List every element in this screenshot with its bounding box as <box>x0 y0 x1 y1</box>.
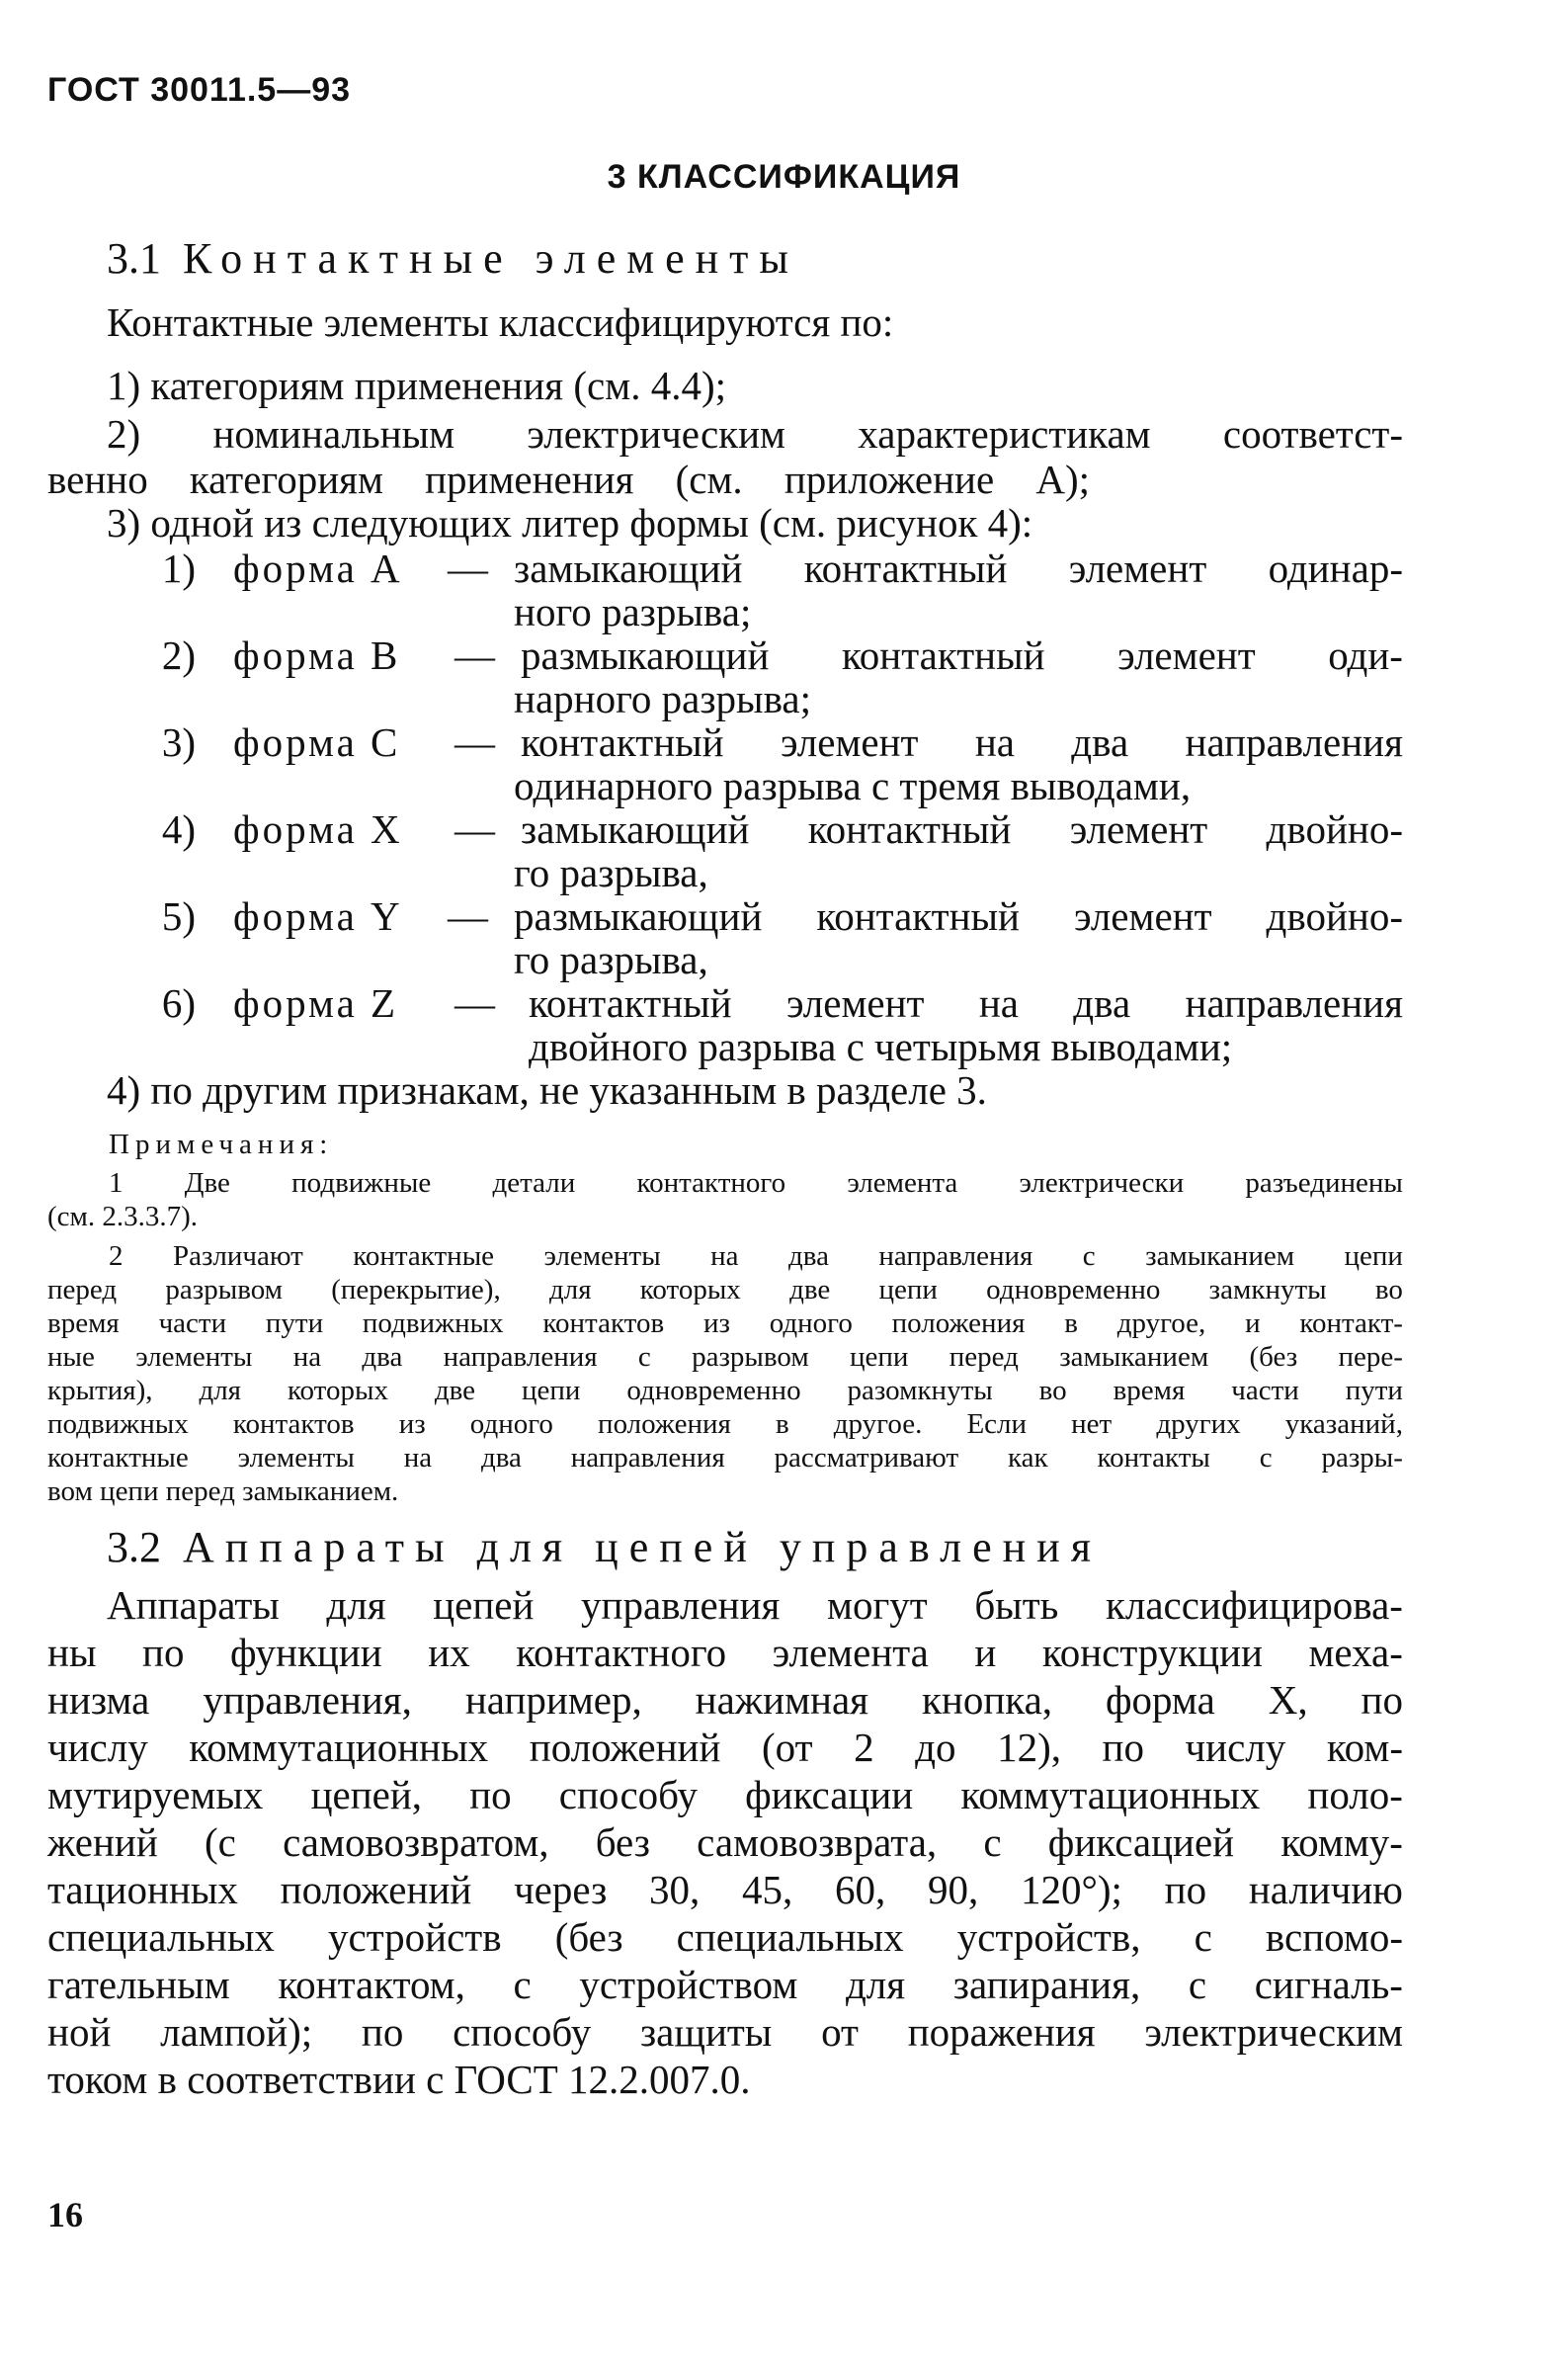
word: цепи <box>850 1341 909 1373</box>
word: элемент <box>1069 806 1208 852</box>
word: положения <box>891 1307 1026 1339</box>
word: цепи <box>521 1375 581 1406</box>
subsection-3-1-heading <box>107 233 799 284</box>
subsection-title: Контактные элементы <box>183 234 799 283</box>
word: пути <box>265 1307 324 1339</box>
word: из <box>702 1307 730 1339</box>
word: управления <box>581 1582 781 1628</box>
document-header: ГОСТ 30011.5—93 <box>47 71 352 109</box>
word: два <box>480 1442 522 1474</box>
list-item-3: 3) одной из следующих литер формы (см. рисунок 4): <box>107 500 1033 546</box>
word: ны <box>47 1630 97 1675</box>
word: от <box>821 2009 859 2055</box>
word: поло- <box>1307 1772 1403 1817</box>
note-2-line-4 <box>47 1340 1403 1375</box>
word: Различают <box>172 1240 303 1272</box>
word: (перекрытие), <box>331 1274 501 1305</box>
word: части <box>1231 1375 1299 1406</box>
word: контактный <box>803 546 1008 591</box>
word: коммутационных <box>960 1772 1261 1817</box>
word: одного <box>769 1307 853 1339</box>
word: элемент <box>1117 632 1256 678</box>
word: самовозвратом, <box>283 1819 549 1865</box>
word: положений <box>529 1725 721 1770</box>
word: рассматривают <box>774 1442 959 1474</box>
word: контактный <box>816 893 1020 939</box>
word: детали <box>492 1167 576 1199</box>
word: быть <box>974 1582 1059 1628</box>
paragraph-line-2 <box>47 1629 1403 1676</box>
note-2-line-7 <box>47 1441 1403 1475</box>
word: элемент <box>1068 546 1207 591</box>
word: контактный <box>529 980 732 1026</box>
word: соответст- <box>1222 411 1403 457</box>
form-label: форма Y <box>233 893 403 939</box>
word: два <box>1071 719 1129 765</box>
word: кнопка, <box>921 1677 1053 1723</box>
note-2-line-3 <box>47 1306 1403 1341</box>
word: X, <box>1268 1677 1308 1723</box>
form-number: 2) <box>161 632 196 678</box>
word: фиксацией <box>1047 1819 1235 1865</box>
form-description-line-2: одинарного разрыва с тремя выводами, <box>514 763 1192 808</box>
word: подвижных <box>47 1408 189 1440</box>
word: элементы <box>135 1341 253 1373</box>
word: размыкающий <box>514 893 763 939</box>
word: элементы <box>237 1442 355 1474</box>
word: с <box>1082 1240 1096 1272</box>
word: (см. <box>675 457 743 502</box>
word: способу <box>453 2009 592 2055</box>
word: устройством <box>579 1962 798 2007</box>
word: применения <box>425 457 634 502</box>
word: специальных <box>676 1914 904 1960</box>
word: (без <box>554 1914 623 1960</box>
word: одновременно <box>986 1274 1161 1305</box>
word: характеристикам <box>858 411 1151 457</box>
word: на <box>974 719 1015 765</box>
word: цепей <box>433 1582 535 1628</box>
word: одновременно <box>626 1375 801 1406</box>
word: контактного <box>636 1167 786 1199</box>
word: перед <box>47 1274 118 1305</box>
paragraph-line-4 <box>47 1724 1403 1771</box>
word: из <box>398 1408 426 1440</box>
word: другое, <box>1116 1307 1206 1339</box>
word: пере- <box>1338 1341 1403 1373</box>
word: цепей, <box>310 1772 423 1817</box>
form-label: форма Z <box>233 980 399 1026</box>
word: указаний, <box>1284 1408 1403 1440</box>
form-description-line-2: го разрыва, <box>514 937 708 982</box>
paragraph-line-8 <box>47 1913 1403 1961</box>
form-label: форма С <box>233 719 401 765</box>
word: разры- <box>1321 1442 1403 1474</box>
paragraph-line-9 <box>47 1961 1403 2008</box>
form-number: 5) <box>161 893 196 939</box>
word: контактные <box>353 1240 495 1272</box>
word: двойно- <box>1266 893 1403 939</box>
word: элемента <box>772 1630 929 1675</box>
word: классифицирова- <box>1105 1582 1403 1628</box>
notes-caption: Примечания: <box>109 1129 334 1160</box>
word: контактов <box>232 1408 355 1440</box>
word: и <box>974 1630 997 1675</box>
word: ные <box>47 1341 95 1373</box>
word: ной <box>47 2009 112 2055</box>
word: жений <box>47 1819 158 1865</box>
form-number: 6) <box>161 980 196 1026</box>
word: замыкающий <box>521 806 750 852</box>
word: контактные <box>47 1442 189 1474</box>
word: положения <box>598 1408 731 1440</box>
word: низма <box>47 1677 150 1723</box>
word: размыкающий <box>521 632 770 678</box>
note-1-line-1 <box>109 1166 1403 1201</box>
subsection-number: 3.1 <box>107 234 161 283</box>
word: сигналь- <box>1254 1962 1403 2007</box>
word: с <box>637 1341 651 1373</box>
word: коммутационных <box>189 1725 489 1770</box>
word: два <box>362 1341 403 1373</box>
word: двойно- <box>1266 806 1403 852</box>
word: время <box>1113 1375 1186 1406</box>
form-description-line-1 <box>521 718 1403 766</box>
word: оди- <box>1328 632 1403 678</box>
word: 60, <box>834 1867 886 1912</box>
form-dash: — <box>454 980 495 1026</box>
word: направления <box>1185 980 1403 1026</box>
paragraph-line-5 <box>47 1771 1403 1818</box>
form-description-line-2: нарного разрыва; <box>514 676 811 721</box>
word: разрывом <box>165 1274 283 1305</box>
list-item-2-line-1 <box>107 410 1403 458</box>
word: наличию <box>1248 1867 1403 1912</box>
word: подвижных <box>362 1307 504 1339</box>
word: Две <box>184 1167 230 1199</box>
word: два <box>1073 980 1131 1026</box>
subsection-number: 3.2 <box>107 1523 161 1571</box>
word: без <box>595 1819 650 1865</box>
word: по <box>1361 1677 1403 1723</box>
word: устройств, <box>956 1914 1141 1960</box>
word: замыканием <box>1059 1341 1209 1373</box>
form-description-line-2: ного разрыва; <box>514 589 752 634</box>
word: защиты <box>639 2009 773 2055</box>
word: направления <box>443 1341 598 1373</box>
word: по <box>1102 1725 1144 1770</box>
paragraph-intro: Контактные элементы классифицируются по: <box>107 299 894 345</box>
form-dash: — <box>448 893 488 939</box>
note-2-line-1 <box>109 1239 1403 1274</box>
word: могут <box>827 1582 928 1628</box>
paragraph-line-3 <box>47 1676 1403 1724</box>
section-title: 3 КЛАССИФИКАЦИЯ <box>607 158 961 196</box>
form-description-line-1 <box>514 892 1403 940</box>
word: меха- <box>1308 1630 1403 1675</box>
word: управления, <box>203 1677 412 1723</box>
word: форма <box>1105 1677 1215 1723</box>
word: номинальным <box>212 411 455 457</box>
word: например, <box>464 1677 642 1723</box>
word: других <box>1156 1408 1241 1440</box>
form-number: 1) <box>161 546 196 591</box>
word: Если <box>966 1408 1028 1440</box>
word: категориям <box>189 457 383 502</box>
subsection-title: Аппараты для цепей управления <box>183 1523 1102 1571</box>
word: их <box>428 1630 470 1675</box>
word: (от <box>761 1725 813 1770</box>
paragraph-line-10 <box>47 2008 1403 2056</box>
word: две <box>434 1375 476 1406</box>
word: 2 <box>854 1725 874 1770</box>
form-description-line-2: го разрыва, <box>514 850 708 895</box>
word: гательным <box>47 1962 230 2007</box>
word: специальных <box>47 1914 275 1960</box>
word: контактного <box>516 1630 727 1675</box>
word: две <box>789 1274 831 1305</box>
word: для <box>326 1582 386 1628</box>
word: 12), <box>997 1725 1061 1770</box>
form-description-line-1 <box>521 805 1403 853</box>
form-dash: — <box>454 632 495 678</box>
word: числу <box>1185 1725 1286 1770</box>
word: подвижные <box>291 1167 432 1199</box>
word: лампой); <box>160 2009 313 2055</box>
word: на <box>403 1442 433 1474</box>
list-item-4: 4) по другим признакам, не указанным в разделе 3. <box>107 1067 987 1113</box>
word: до <box>915 1725 956 1770</box>
word: направления <box>570 1442 725 1474</box>
note-2-line-8: вом цепи перед замыканием. <box>47 1475 399 1507</box>
note-2-line-2 <box>47 1273 1403 1307</box>
word: элемента <box>847 1167 958 1199</box>
word: нажимная <box>695 1677 869 1723</box>
word: одного <box>469 1408 553 1440</box>
subsection-3-2-heading <box>107 1522 1102 1572</box>
word: контактный <box>841 632 1045 678</box>
word: с <box>513 1962 532 2007</box>
word: 2) <box>107 411 141 457</box>
note-1-line-2: (см. 2.3.3.7). <box>47 1201 199 1232</box>
form-description-line-1 <box>514 545 1403 592</box>
word: 45, <box>742 1867 793 1912</box>
word: мутируемых <box>47 1772 264 1817</box>
form-description-line-2: двойного разрыва с четырьмя выводами; <box>529 1024 1233 1069</box>
word: ком- <box>1326 1725 1403 1770</box>
word: для <box>845 1962 906 2007</box>
word: элемент <box>780 719 919 765</box>
list-item-1: 1) категориям применения (см. 4.4); <box>107 363 726 408</box>
word: во <box>1038 1375 1067 1406</box>
paragraph-line-7 <box>47 1866 1403 1913</box>
word: устройств <box>328 1914 502 1960</box>
word: по <box>1164 1867 1207 1912</box>
word: с <box>1259 1442 1273 1474</box>
word: два <box>788 1240 829 1272</box>
word: контактов <box>542 1307 665 1339</box>
word: разъединены <box>1245 1167 1403 1199</box>
word: как <box>1007 1442 1048 1474</box>
word: контакты <box>1097 1442 1210 1474</box>
word: для <box>548 1274 592 1305</box>
word: тационных <box>47 1867 238 1912</box>
word: конструкции <box>1041 1630 1263 1675</box>
word: замыканием <box>1145 1240 1295 1272</box>
word: фиксации <box>745 1772 914 1817</box>
word: в <box>775 1408 789 1440</box>
word: и <box>1245 1307 1261 1339</box>
word: разрывом <box>692 1341 809 1373</box>
word: с <box>1188 1962 1207 2007</box>
word: в <box>1064 1307 1078 1339</box>
word: по <box>361 2009 404 2055</box>
form-label: форма А <box>233 546 403 591</box>
note-2-line-6 <box>47 1407 1403 1442</box>
page-number: 16 <box>47 2195 83 2234</box>
word: вспомо- <box>1265 1914 1403 1960</box>
word: контакт- <box>1299 1307 1403 1339</box>
word: время <box>47 1307 120 1339</box>
word: (с <box>205 1819 236 1865</box>
form-description-line-1 <box>521 632 1403 679</box>
word: комму- <box>1280 1819 1403 1865</box>
word: А); <box>1035 457 1090 502</box>
word: замыкающий <box>514 546 743 591</box>
word: элементы <box>543 1240 661 1272</box>
word: цепи <box>1344 1240 1403 1272</box>
form-dash: — <box>454 719 495 765</box>
word: на <box>710 1240 739 1272</box>
word: поражения <box>907 2009 1096 2055</box>
list-item-2-line-2 <box>47 456 1090 503</box>
word: крытия), <box>47 1375 153 1406</box>
word: по <box>469 1772 512 1817</box>
word: другое. <box>833 1408 923 1440</box>
word: числу <box>47 1725 148 1770</box>
word: 2 <box>109 1240 124 1272</box>
form-dash: — <box>448 546 488 591</box>
word: с <box>1194 1914 1212 1960</box>
word: направления <box>1185 719 1403 765</box>
word: 1 <box>109 1167 124 1199</box>
word: венно <box>47 457 148 502</box>
word: разомкнуты <box>847 1375 993 1406</box>
word: направления <box>878 1240 1033 1272</box>
word: контактом, <box>278 1962 465 2007</box>
word: электрическим <box>527 411 785 457</box>
form-label: форма X <box>233 806 403 852</box>
word: элемент <box>785 980 925 1026</box>
word: пути <box>1345 1375 1403 1406</box>
word: контактный <box>807 806 1012 852</box>
word: на <box>292 1341 322 1373</box>
word: запирания, <box>952 1962 1141 2007</box>
word: замкнуты <box>1208 1274 1327 1305</box>
word: во <box>1374 1274 1403 1305</box>
paragraph-line-11: током в соответствии с ГОСТ 12.2.007.0. <box>47 2057 751 2102</box>
paragraph-line-6 <box>47 1818 1403 1866</box>
word: (без <box>1249 1341 1298 1373</box>
word: приложение <box>784 457 995 502</box>
word: части <box>158 1307 227 1339</box>
word: по <box>142 1630 185 1675</box>
note-2-line-5 <box>47 1374 1403 1408</box>
word: 90, <box>927 1867 979 1912</box>
word: которых <box>287 1375 388 1406</box>
word: функции <box>229 1630 382 1675</box>
word: перед <box>949 1341 1019 1373</box>
word: контактный <box>521 719 724 765</box>
paragraph-line-1 <box>107 1581 1403 1629</box>
form-description-line-1 <box>529 979 1403 1027</box>
word: 120°); <box>1020 1867 1122 1912</box>
form-dash: — <box>454 806 495 852</box>
word: нет <box>1071 1408 1113 1440</box>
word: цепи <box>878 1274 938 1305</box>
word: которых <box>639 1274 741 1305</box>
word: элемент <box>1073 893 1212 939</box>
word: электрическим <box>1144 2009 1403 2055</box>
word: с <box>983 1819 1002 1865</box>
word: Аппараты <box>107 1582 280 1628</box>
word: через <box>514 1867 608 1912</box>
form-number: 4) <box>161 806 196 852</box>
word: самовозврата, <box>697 1819 938 1865</box>
form-label: форма В <box>233 632 401 678</box>
word: электрически <box>1019 1167 1185 1199</box>
word: способу <box>558 1772 698 1817</box>
word: для <box>199 1375 242 1406</box>
form-number: 3) <box>161 719 196 765</box>
word: на <box>978 980 1019 1026</box>
word: одинар- <box>1268 546 1403 591</box>
word: 30, <box>649 1867 701 1912</box>
word: положений <box>280 1867 472 1912</box>
